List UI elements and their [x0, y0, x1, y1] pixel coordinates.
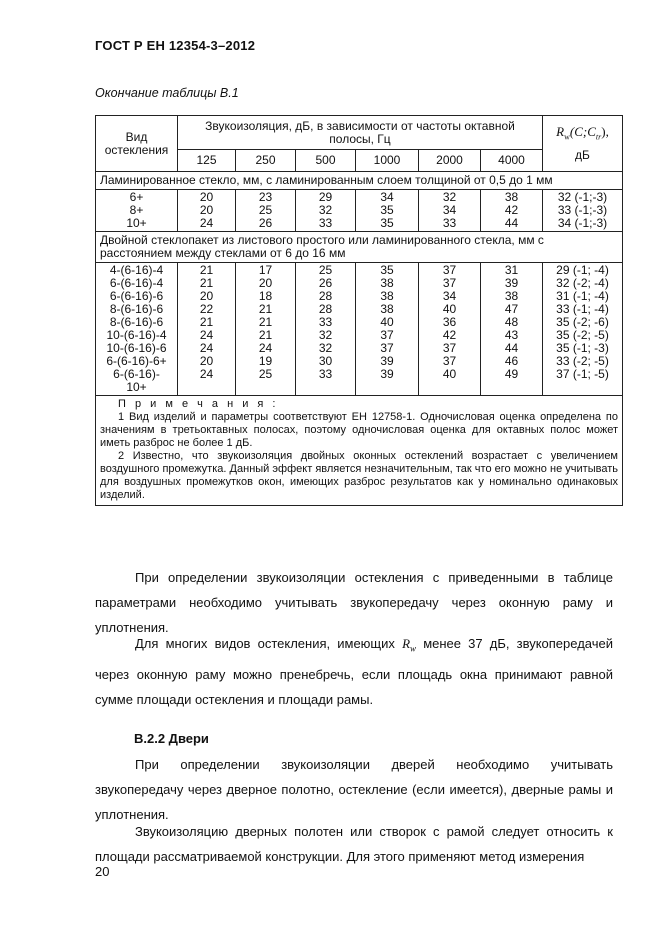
freq-1000: 1000: [356, 150, 419, 172]
laminated-2000: 32 34 33: [419, 190, 481, 232]
double-1000: 35 38 38 38 40 37 37 39 39: [356, 263, 419, 396]
sound-insulation-table: [95, 115, 623, 506]
laminated-250: 23 25 26: [236, 190, 296, 232]
group-title-double-glazing: Двойной стеклопакет из листового простого или ламинированного стекла, мм с расстоянием между стеклами от 6 до 16 мм: [96, 232, 623, 263]
freq-2000: 2000: [419, 150, 481, 172]
laminated-rw: 32 (-1;-3) 33 (-1;-3) 34 (-1;-3): [543, 190, 623, 232]
double-rw: 29 (-1; -4) 32 (-2; -4) 31 (-1; -4) 33 (-1; -4) 35 (-2; -6) 35 (-2; -5) 35 (-1; -3) 33 (-2; -5) 37 (-1; -5): [543, 263, 623, 396]
double-250: 17 20 18 21 21 21 24 19 25: [236, 263, 296, 396]
paragraph-1: При определении звукоизоляции остекления с приведенными в таблице параметрами необходимо учитывать звукопередачу через оконную раму и уплотнения.: [95, 570, 613, 635]
table-notes: [96, 396, 623, 506]
notes-title: П р и м е ч а н и я :: [118, 398, 279, 410]
paragraph-2: Для многих видов остекления, имеющих $R_w$ менее 37 дБ, звукопередачей через оконную раму можно пренебречь, если площадь окна принимают равной сумме площади остекления и площади рамы.: [95, 636, 613, 707]
laminated-4000: 38 42 44: [481, 190, 543, 232]
section-title-doors: В.2.2 Двери: [134, 731, 209, 746]
double-2000: 37 37 34 40 36 42 37 37 40: [419, 263, 481, 396]
double-types: 4-(6-16)-4 6-(6-16)-4 6-(6-16)-6 8-(6-16)-6 8-(6-16)-6 10-(6-16)-4 10-(6-16)-6 6-(6-16)-6+ 6-(6-16)- 10+: [96, 263, 178, 396]
laminated-125: 20 20 24: [178, 190, 236, 232]
laminated-1000: 34 35 35: [356, 190, 419, 232]
table-caption: Окончание таблицы В.1: [95, 86, 239, 100]
paragraph-4: Звукоизоляцию дверных полотен или створок с рамой следует относить к площади рассматриваемой конструкции. Для этого применяют метод измерения: [95, 824, 613, 864]
freq-125: 125: [178, 150, 236, 172]
freq-250: 250: [236, 150, 296, 172]
note-2: 2 Известно, что звукоизоляция двойных оконных остеклений возрастает с увеличением воздушного промежутка. Данный эффект является незначительным, так что его можно не учитывать для воздушных промежутков окон, имеющих разброс результатов как у номинально одинаковых изделий.: [100, 450, 618, 501]
laminated-types: 6+ 8+ 10+: [96, 190, 178, 232]
header-rw: $R_w(C;C_{tr})$, дБ: [543, 116, 623, 172]
double-500: 25 26 28 28 33 32 32 30 33: [296, 263, 356, 396]
laminated-500: 29 32 33: [296, 190, 356, 232]
paragraph-3: При определении звукоизоляции дверей необходимо учитывать звукопередачу через дверное полотно, остекление (если имеется), дверные рамы и уплотнения.: [95, 757, 613, 822]
header-insulation: Звукоизоляция, дБ, в зависимости от частоты октавной полосы, Гц: [178, 116, 543, 150]
note-1: 1 Вид изделий и параметры соответствуют ЕН 12758-1. Одночисловая оценка определена по значениям в третьоктавных полосах, поэтому одночисловая оценка для октавных полос может иметь разброс не более 1 дБ.: [100, 411, 618, 449]
freq-500: 500: [296, 150, 356, 172]
page-number: 20: [95, 864, 110, 879]
document-header: ГОСТ Р ЕН 12354-3–2012: [95, 38, 256, 53]
group-title-laminated: Ламинированное стекло, мм, с ламинированным слоем толщиной от 0,5 до 1 мм: [96, 172, 623, 190]
freq-4000: 4000: [481, 150, 543, 172]
header-glazing-type: Вид остекления: [96, 116, 178, 172]
double-125: 21 21 20 22 21 24 24 20 24: [178, 263, 236, 396]
double-4000: 31 39 38 47 48 43 44 46 49: [481, 263, 543, 396]
